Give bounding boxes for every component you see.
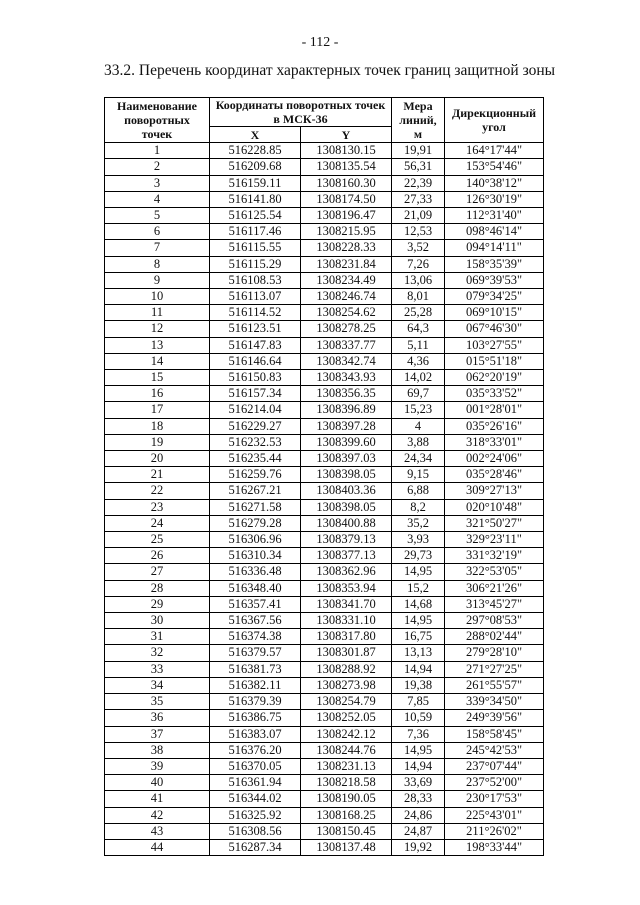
cell-direction-angle: 279°28'10": [445, 645, 544, 661]
header-length-line2: линий,: [399, 113, 437, 128]
cell-point-number: 1: [105, 143, 210, 159]
cell-point-number: 5: [105, 208, 210, 224]
cell-direction-angle: 062°20'19": [445, 370, 544, 386]
table-row: [105, 791, 544, 807]
cell-y: 1308399.60: [301, 434, 392, 450]
table-row: [105, 515, 544, 531]
cell-x: 516259.76: [210, 467, 301, 483]
cell-point-number: 3: [105, 175, 210, 191]
table-row: [105, 742, 544, 758]
cell-line-length: 15,2: [392, 580, 445, 596]
cell-point-number: 43: [105, 823, 210, 839]
cell-y: 1308379.13: [301, 532, 392, 548]
cell-direction-angle: 069°39'53": [445, 272, 544, 288]
header-point-name-line1: Наименование: [117, 99, 197, 114]
cell-y: 1308215.95: [301, 224, 392, 240]
cell-y: 1308343.93: [301, 370, 392, 386]
cell-direction-angle: 318°33'01": [445, 434, 544, 450]
header-line-length: [392, 98, 445, 143]
table-row: [105, 143, 544, 159]
cell-y: 1308190.05: [301, 791, 392, 807]
cell-x: 516381.73: [210, 661, 301, 677]
cell-point-number: 44: [105, 839, 210, 855]
table-row: [105, 321, 544, 337]
cell-line-length: 14,95: [392, 564, 445, 580]
table-row: [105, 775, 544, 791]
cell-line-length: 9,15: [392, 467, 445, 483]
cell-point-number: 21: [105, 467, 210, 483]
cell-y: 1308397.03: [301, 451, 392, 467]
cell-point-number: 36: [105, 710, 210, 726]
cell-line-length: 24,86: [392, 807, 445, 823]
cell-direction-angle: 103°27'55": [445, 337, 544, 353]
cell-line-length: 24,87: [392, 823, 445, 839]
table-body: [105, 143, 544, 856]
cell-x: 516306.96: [210, 532, 301, 548]
cell-point-number: 31: [105, 629, 210, 645]
cell-line-length: 13,06: [392, 272, 445, 288]
cell-direction-angle: 225°43'01": [445, 807, 544, 823]
table-header: [105, 98, 544, 143]
table-row: [105, 613, 544, 629]
table-row: [105, 386, 544, 402]
table-row: [105, 289, 544, 305]
cell-x: 516117.46: [210, 224, 301, 240]
cell-line-length: 8,2: [392, 499, 445, 515]
cell-y: 1308301.87: [301, 645, 392, 661]
cell-direction-angle: 271°27'25": [445, 661, 544, 677]
cell-point-number: 7: [105, 240, 210, 256]
cell-direction-angle: 211°26'02": [445, 823, 544, 839]
cell-y: 1308168.25: [301, 807, 392, 823]
table-row: [105, 256, 544, 272]
cell-y: 1308174.50: [301, 191, 392, 207]
table-row: [105, 758, 544, 774]
cell-x: 516382.11: [210, 677, 301, 693]
cell-x: 516115.29: [210, 256, 301, 272]
cell-direction-angle: 249°39'56": [445, 710, 544, 726]
cell-x: 516271.58: [210, 499, 301, 515]
cell-x: 516115.55: [210, 240, 301, 256]
table-row: [105, 564, 544, 580]
table-row: [105, 580, 544, 596]
cell-line-length: 14,95: [392, 613, 445, 629]
cell-line-length: 6,88: [392, 483, 445, 499]
cell-direction-angle: 198°33'44": [445, 839, 544, 855]
cell-x: 516379.39: [210, 694, 301, 710]
cell-y: 1308252.05: [301, 710, 392, 726]
cell-point-number: 42: [105, 807, 210, 823]
cell-point-number: 24: [105, 515, 210, 531]
cell-direction-angle: 158°35'39": [445, 256, 544, 272]
table-row: [105, 499, 544, 515]
cell-direction-angle: 230°17'53": [445, 791, 544, 807]
cell-x: 516146.64: [210, 353, 301, 369]
cell-y: 1308337.77: [301, 337, 392, 353]
cell-y: 1308341.70: [301, 596, 392, 612]
cell-x: 516147.83: [210, 337, 301, 353]
cell-direction-angle: 237°07'44": [445, 758, 544, 774]
cell-direction-angle: 035°33'52": [445, 386, 544, 402]
cell-point-number: 6: [105, 224, 210, 240]
cell-point-number: 4: [105, 191, 210, 207]
cell-direction-angle: 331°32'19": [445, 548, 544, 564]
cell-direction-angle: 112°31'40": [445, 208, 544, 224]
cell-line-length: 13,13: [392, 645, 445, 661]
cell-direction-angle: 309°27'13": [445, 483, 544, 499]
cell-point-number: 14: [105, 353, 210, 369]
table-row: [105, 451, 544, 467]
table-row: [105, 661, 544, 677]
cell-x: 516386.75: [210, 710, 301, 726]
cell-direction-angle: 069°10'15": [445, 305, 544, 321]
cell-point-number: 8: [105, 256, 210, 272]
cell-direction-angle: 140°38'12": [445, 175, 544, 191]
cell-line-length: 14,68: [392, 596, 445, 612]
header-x: X: [210, 127, 301, 143]
cell-x: 516348.40: [210, 580, 301, 596]
cell-x: 516157.34: [210, 386, 301, 402]
table-row: [105, 629, 544, 645]
cell-direction-angle: 035°28'46": [445, 467, 544, 483]
cell-direction-angle: 015°51'18": [445, 353, 544, 369]
table-row: [105, 467, 544, 483]
cell-y: 1308273.98: [301, 677, 392, 693]
cell-line-length: 33,69: [392, 775, 445, 791]
cell-point-number: 41: [105, 791, 210, 807]
cell-y: 1308160.30: [301, 175, 392, 191]
cell-line-length: 7,36: [392, 726, 445, 742]
cell-point-number: 2: [105, 159, 210, 175]
cell-line-length: 3,93: [392, 532, 445, 548]
cell-direction-angle: 067°46'30": [445, 321, 544, 337]
cell-y: 1308228.33: [301, 240, 392, 256]
cell-y: 1308356.35: [301, 386, 392, 402]
table-row: [105, 191, 544, 207]
header-point-name: [105, 98, 210, 143]
cell-x: 516379.57: [210, 645, 301, 661]
cell-x: 516141.80: [210, 191, 301, 207]
cell-y: 1308231.84: [301, 256, 392, 272]
cell-y: 1308398.05: [301, 499, 392, 515]
cell-line-length: 7,26: [392, 256, 445, 272]
cell-point-number: 33: [105, 661, 210, 677]
cell-x: 516267.21: [210, 483, 301, 499]
cell-x: 516214.04: [210, 402, 301, 418]
cell-point-number: 30: [105, 613, 210, 629]
cell-y: 1308397.28: [301, 418, 392, 434]
cell-y: 1308196.47: [301, 208, 392, 224]
cell-line-length: 64,3: [392, 321, 445, 337]
cell-point-number: 16: [105, 386, 210, 402]
cell-x: 516367.56: [210, 613, 301, 629]
table-row: [105, 224, 544, 240]
table-row: [105, 807, 544, 823]
cell-x: 516114.52: [210, 305, 301, 321]
cell-point-number: 26: [105, 548, 210, 564]
cell-y: 1308135.54: [301, 159, 392, 175]
table-row: [105, 418, 544, 434]
cell-x: 516228.85: [210, 143, 301, 159]
cell-x: 516123.51: [210, 321, 301, 337]
table-row: [105, 532, 544, 548]
cell-point-number: 34: [105, 677, 210, 693]
cell-line-length: 7,85: [392, 694, 445, 710]
cell-y: 1308130.15: [301, 143, 392, 159]
cell-line-length: 28,33: [392, 791, 445, 807]
header-coordinates-line2: в МСК-36: [273, 112, 328, 126]
cell-point-number: 19: [105, 434, 210, 450]
header-direction-line2: угол: [482, 120, 506, 135]
cell-point-number: 18: [105, 418, 210, 434]
cell-point-number: 13: [105, 337, 210, 353]
cell-direction-angle: 306°21'26": [445, 580, 544, 596]
cell-point-number: 32: [105, 645, 210, 661]
cell-direction-angle: 153°54'46": [445, 159, 544, 175]
cell-point-number: 28: [105, 580, 210, 596]
cell-point-number: 22: [105, 483, 210, 499]
cell-line-length: 19,91: [392, 143, 445, 159]
table-row: [105, 677, 544, 693]
cell-x: 516325.92: [210, 807, 301, 823]
table-row: [105, 305, 544, 321]
cell-y: 1308246.74: [301, 289, 392, 305]
cell-direction-angle: 158°58'45": [445, 726, 544, 742]
cell-point-number: 38: [105, 742, 210, 758]
cell-direction-angle: 237°52'00": [445, 775, 544, 791]
section-title: 33.2. Перечень координат характерных точек границ защитной зоны: [104, 62, 556, 79]
cell-direction-angle: 288°02'44": [445, 629, 544, 645]
cell-direction-angle: 261°55'57": [445, 677, 544, 693]
cell-line-length: 25,28: [392, 305, 445, 321]
cell-line-length: 14,95: [392, 742, 445, 758]
table-row: [105, 402, 544, 418]
cell-direction-angle: 126°30'19": [445, 191, 544, 207]
table-row: [105, 208, 544, 224]
cell-x: 516113.07: [210, 289, 301, 305]
cell-direction-angle: 020°10'48": [445, 499, 544, 515]
cell-point-number: 25: [105, 532, 210, 548]
cell-x: 516357.41: [210, 596, 301, 612]
cell-x: 516150.83: [210, 370, 301, 386]
cell-direction-angle: 321°50'27": [445, 515, 544, 531]
cell-line-length: 15,23: [392, 402, 445, 418]
cell-line-length: 8,01: [392, 289, 445, 305]
table-row: [105, 596, 544, 612]
cell-point-number: 17: [105, 402, 210, 418]
cell-point-number: 29: [105, 596, 210, 612]
header-length-line1: Мера: [403, 99, 433, 114]
cell-direction-angle: 339°34'50": [445, 694, 544, 710]
cell-x: 516232.53: [210, 434, 301, 450]
cell-line-length: 4: [392, 418, 445, 434]
cell-line-length: 22,39: [392, 175, 445, 191]
cell-direction-angle: 313°45'27": [445, 596, 544, 612]
cell-point-number: 15: [105, 370, 210, 386]
cell-x: 516108.53: [210, 272, 301, 288]
cell-x: 516209.68: [210, 159, 301, 175]
cell-x: 516336.48: [210, 564, 301, 580]
cell-line-length: 14,94: [392, 661, 445, 677]
cell-line-length: 56,31: [392, 159, 445, 175]
header-point-name-line3: точек: [141, 127, 173, 142]
cell-point-number: 23: [105, 499, 210, 515]
cell-x: 516125.54: [210, 208, 301, 224]
header-direction-angle: [445, 98, 544, 143]
table-row: [105, 159, 544, 175]
table-row: [105, 175, 544, 191]
header-y: Y: [301, 127, 392, 143]
cell-direction-angle: 035°26'16": [445, 418, 544, 434]
cell-line-length: 27,33: [392, 191, 445, 207]
table-row: [105, 710, 544, 726]
cell-direction-angle: 098°46'14": [445, 224, 544, 240]
table-row: [105, 353, 544, 369]
cell-line-length: 24,34: [392, 451, 445, 467]
cell-line-length: 69,7: [392, 386, 445, 402]
cell-point-number: 27: [105, 564, 210, 580]
table-row: [105, 370, 544, 386]
cell-y: 1308398.05: [301, 467, 392, 483]
cell-y: 1308244.76: [301, 742, 392, 758]
header-coordinates: [210, 98, 392, 127]
cell-y: 1308331.10: [301, 613, 392, 629]
cell-point-number: 12: [105, 321, 210, 337]
cell-y: 1308254.62: [301, 305, 392, 321]
cell-x: 516229.27: [210, 418, 301, 434]
cell-point-number: 10: [105, 289, 210, 305]
cell-y: 1308288.92: [301, 661, 392, 677]
cell-x: 516235.44: [210, 451, 301, 467]
coordinates-table: [104, 97, 544, 856]
cell-point-number: 37: [105, 726, 210, 742]
cell-y: 1308396.89: [301, 402, 392, 418]
cell-point-number: 20: [105, 451, 210, 467]
cell-y: 1308150.45: [301, 823, 392, 839]
cell-line-length: 12,53: [392, 224, 445, 240]
cell-x: 516159.11: [210, 175, 301, 191]
cell-y: 1308400.88: [301, 515, 392, 531]
header-direction-line1: Дирекционный: [451, 106, 537, 121]
table-row: [105, 823, 544, 839]
cell-direction-angle: 322°53'05": [445, 564, 544, 580]
cell-y: 1308353.94: [301, 580, 392, 596]
cell-direction-angle: 297°08'53": [445, 613, 544, 629]
table-row: [105, 337, 544, 353]
table-row: [105, 548, 544, 564]
cell-line-length: 19,38: [392, 677, 445, 693]
cell-direction-angle: 094°14'11": [445, 240, 544, 256]
cell-x: 516361.94: [210, 775, 301, 791]
cell-direction-angle: 329°23'11": [445, 532, 544, 548]
cell-y: 1308403.36: [301, 483, 392, 499]
cell-direction-angle: 001°28'01": [445, 402, 544, 418]
cell-y: 1308278.25: [301, 321, 392, 337]
table-row: [105, 645, 544, 661]
cell-x: 516287.34: [210, 839, 301, 855]
table-row: [105, 483, 544, 499]
cell-y: 1308342.74: [301, 353, 392, 369]
cell-point-number: 39: [105, 758, 210, 774]
cell-x: 516370.05: [210, 758, 301, 774]
cell-point-number: 11: [105, 305, 210, 321]
cell-line-length: 3,88: [392, 434, 445, 450]
page-number: - 112 -: [301, 35, 339, 50]
cell-y: 1308234.49: [301, 272, 392, 288]
cell-line-length: 19,92: [392, 839, 445, 855]
cell-line-length: 16,75: [392, 629, 445, 645]
cell-y: 1308231.13: [301, 758, 392, 774]
cell-x: 516383.07: [210, 726, 301, 742]
cell-line-length: 10,59: [392, 710, 445, 726]
table-row: [105, 272, 544, 288]
cell-x: 516279.28: [210, 515, 301, 531]
cell-y: 1308362.96: [301, 564, 392, 580]
cell-y: 1308377.13: [301, 548, 392, 564]
cell-y: 1308317.80: [301, 629, 392, 645]
cell-x: 516376.20: [210, 742, 301, 758]
cell-line-length: 4,36: [392, 353, 445, 369]
cell-x: 516308.56: [210, 823, 301, 839]
cell-line-length: 3,52: [392, 240, 445, 256]
cell-direction-angle: 245°42'53": [445, 742, 544, 758]
cell-line-length: 21,09: [392, 208, 445, 224]
cell-y: 1308137.48: [301, 839, 392, 855]
cell-direction-angle: 079°34'25": [445, 289, 544, 305]
table-row: [105, 240, 544, 256]
cell-line-length: 14,94: [392, 758, 445, 774]
cell-x: 516344.02: [210, 791, 301, 807]
cell-y: 1308242.12: [301, 726, 392, 742]
cell-x: 516374.38: [210, 629, 301, 645]
cell-x: 516310.34: [210, 548, 301, 564]
cell-direction-angle: 002°24'06": [445, 451, 544, 467]
table-row: [105, 726, 544, 742]
header-point-name-line2: поворотных: [124, 113, 190, 128]
cell-direction-angle: 164°17'44": [445, 143, 544, 159]
cell-y: 1308218.58: [301, 775, 392, 791]
cell-line-length: 5,11: [392, 337, 445, 353]
cell-point-number: 40: [105, 775, 210, 791]
cell-point-number: 9: [105, 272, 210, 288]
table-row: [105, 839, 544, 855]
header-coordinates-line1: Координаты поворотных точек: [215, 98, 386, 112]
cell-line-length: 35,2: [392, 515, 445, 531]
cell-point-number: 35: [105, 694, 210, 710]
table-row: [105, 434, 544, 450]
table-row: [105, 694, 544, 710]
cell-line-length: 29,73: [392, 548, 445, 564]
cell-y: 1308254.79: [301, 694, 392, 710]
cell-line-length: 14,02: [392, 370, 445, 386]
header-length-line3: м: [413, 127, 423, 142]
